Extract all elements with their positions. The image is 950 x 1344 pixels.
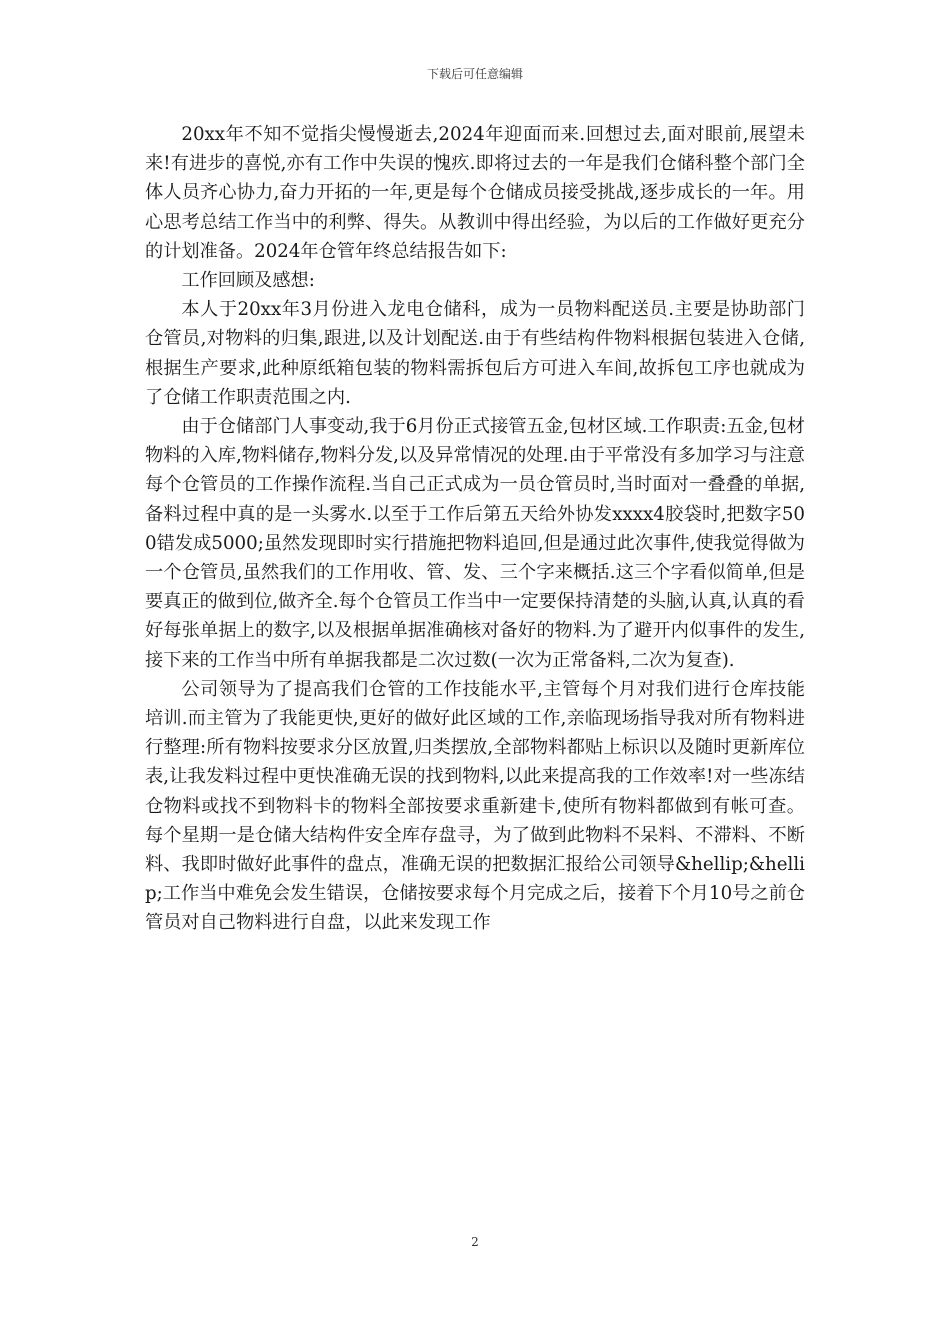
paragraph-onboarding: 本人于20xx年3月份进入龙电仓储科，成为一员物料配送员.主要是协助部门仓管员,对物料的归集,跟进,以及计划配送.由于有些结构件物料根据包装进入仓储,根据生产要求,此种原纸箱包装的物料需拆包后方可进入车间,故拆包工序也就成为了仓储工作职责范围之内. (145, 299, 805, 408)
document-body (145, 120, 805, 938)
page-number: 2 (471, 1235, 479, 1249)
page-header: 下载后可任意编辑 (426, 67, 523, 81)
paragraph-intro: 20xx年不知不觉指尖慢慢逝去,2024年迎面而来.回想过去,面对眼前,展望未来!有进步的喜悦,亦有工作中失误的愧疚.即将过去的一年是我们仓储科整个部门全体人员齐心协力,奋力开拓的一年,更是每个仓储成员接受挑战,逐步成长的一年。用心思考总结工作当中的利弊、得失。从教训中得出经验，为以后的工作做好更充分的计划准备。2024年仓管年终总结报告如下: (145, 124, 805, 262)
paragraph-section-heading: 工作回顾及感想: (181, 270, 315, 292)
paragraph-training: 公司领导为了提高我们仓管的工作技能水平,主管每个月对我们进行仓库技能培训.而主管为了我能更快,更好的做好此区域的工作,亲临现场指导我对所有物料进行整理:所有物料按要求分区放置,归类摆放,全部物料都贴上标识以及随时更新库位表,让我发料过程中更快准确无误的找到物料,以此来提高我的工作效率!对一些冻结仓物料或找不到物料卡的物料全部按要求重新建卡,使所有物料都做到有帐可查。每个星期一是仓储大结构件安全库存盘寻，为了做到此物料不呆料、不滞料、不断料、我即时做好此事件的盘点，准确无误的把数据汇报给公司领导&hellip;&hellip;工作当中难免会发生错误，仓储按要求每个月完成之后，接着下个月10号之前仓管员对自己物料进行自盘，以此来发现工作 (145, 678, 805, 934)
paragraph-responsibilities: 由于仓储部门人事变动,我于6月份正式接管五金,包材区域.工作职责:五金,包材物料的入库,物料储存,物料分发,以及异常情况的处理.由于平常没有多加学习与注意每个仓管员的工作操作流程.当自己正式成为一员仓管员时,当时面对一叠叠的单据,备料过程中真的是一头雾水.以至于工作后第五天给外协发xxxx4胶袋时,把数字500错发成5000;虽然发现即时实行措施把物料追回,但是通过此次事件,使我觉得做为一个仓管员,虽然我们的工作用收、管、发、三个字来概括.这三个字看似简单,但是要真正的做到位,做齐全.每个仓管员工作当中一定要保持清楚的头脑,认真,认真的看好每张单据上的数字,以及根据单据准确核对备好的物料.为了避开内似事件的发生,接下来的工作当中所有单据我都是二次过数(一次为正常备料,二次为复查). (145, 416, 805, 671)
